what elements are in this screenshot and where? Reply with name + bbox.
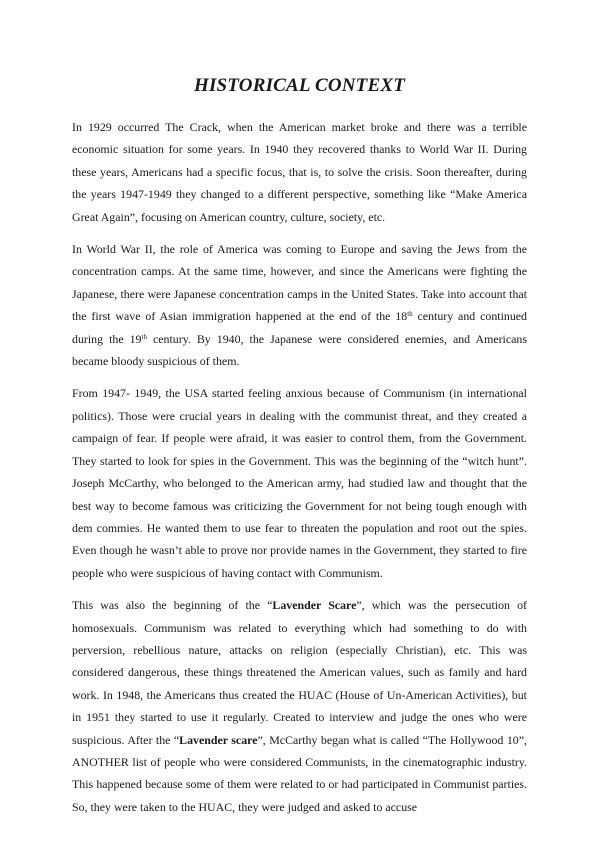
paragraph-4-text-a: This was also the beginning of the “ [72,598,273,613]
paragraph-1: In 1929 occurred The Crack, when the American market broke and there was a terrible economic situation for some years. In 1940 they recovered thanks to World War II. During these years, Americans had a specific focus, that is, to solve the crisis. Soon thereafter, during the years 1947-1949 they changed to a different perspective, something like “Make America Great Again”, focusing on American country, culture, society, etc. [72,120,527,224]
lavender-scare-term-2: Lavender scare [179,732,258,747]
paragraph-3: From 1947- 1949, the USA started feeling anxious because of Communism (in international politics). Those were crucial years in dealing with the communist threat, and they created a campaign of fear. If people were afraid, it was easier to control them, from the Government. They started to look for spies in the Government. This was the beginning of the “witch hunt”. Joseph McCarthy, who belonged to the American army, had studied law and thought that the best way to become famous was criticizing the Government for not being tough enough with dem commies. He wanted them to use fear to threaten the population and root out the spies. Even though he wasn’t able to prove nor provide names in the Government, they started to fire people who were suspicious of having contact with Communism. [72,386,527,580]
paragraph-2-text-c: century. By 1940, the Japanese were considered enemies, and Americans became bloody suspicious of them. [72,331,527,369]
superscript-th-1: th [407,310,413,319]
paragraph-2-text-a: In World War II, the role of America was coming to Europe and saving the Jews from the concentration camps. At the same time, however, and since the Americans were fighting the Japanese, there were Japanese concentration camps in the United States. Take into account that the first wave of Asian immigration happened at the end of the 18 [72,242,527,324]
paragraph-2 [72,238,527,372]
superscript-th-2: th [141,332,147,341]
paragraph-4-text-b: ”, which was the persecution of homosexuals. Communism was related to everything which had something to do with perversion, rebellious nature, attacks on religion (especially Christian), etc. This was considered dangerous, these things threatened the American values, such as family and hard work. In 1948, the Americans thus created the HUAC (House of Un-American Activities), but in 1951 they started to use it regularly. Created to interview and judge the ones who were suspicious. After the “ [72,598,528,747]
lavender-scare-term-1: Lavender Scare [272,598,357,613]
paragraph-2-text-b: century and continued during the 19 [72,309,527,346]
page-title: HISTORICAL CONTEXT [193,75,406,96]
document-page [72,74,527,828]
paragraph-4-text-c: ”, McCarthy began what is called “The Hollywood 10”, ANOTHER list of people who were considered Communists, in the cinematographic industry. This happened because some of them were related to or had participated in Communist parties. So, they were taken to the HUAC, they were judged and asked to accuse [72,732,527,814]
paragraph-4 [72,594,527,818]
